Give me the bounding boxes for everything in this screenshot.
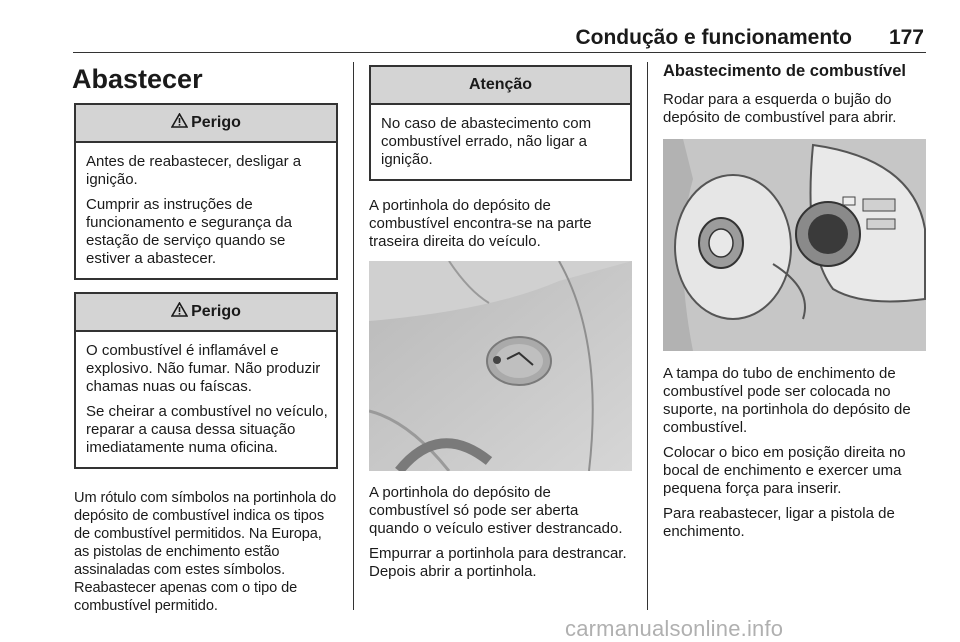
body-paragraph: A portinhola do depósito de combustível encontra-se na parte traseira direita do veículo. [369, 197, 592, 250]
column-3 [663, 62, 926, 548]
body-paragraph: Rodar para a esquerda o bujão do depósito de combustível para abrir. [663, 91, 897, 126]
body-text [74, 489, 338, 615]
danger-box-body [76, 143, 336, 278]
fuel-cap-illustration [663, 139, 926, 351]
body-text [663, 365, 926, 541]
notice-paragraph: No caso de abastecimento com combustível errado, não ligar a ignição. [381, 115, 592, 168]
body-paragraph: A tampa do tubo de enchimento de combustível pode ser colocada no suporte, na portinhola do depósito de combustível. [663, 365, 911, 436]
danger-box [74, 103, 338, 280]
danger-box-header [76, 105, 336, 143]
subsection-heading: Abastecimento de combustível [663, 62, 906, 80]
section-title: Abastecer [72, 64, 203, 94]
notice-box-header [371, 67, 630, 105]
danger-box-label: Perigo [191, 303, 241, 320]
danger-box-label: Perigo [191, 114, 241, 131]
danger-paragraph: O combustível é inflamável e explosivo. Não fumar. Não produzir chamas nuas ou faíscas. [86, 342, 321, 395]
danger-paragraph: Cumprir as instruções de funcionamento e segurança da estação de serviço quando se estiver a abastecer. [86, 196, 292, 267]
column-divider [647, 62, 648, 610]
notice-box [369, 65, 632, 181]
danger-box-header [76, 294, 336, 332]
body-paragraph: Um rótulo com símbolos na portinhola do depósito de combustível indica os tipos de combustível permitidos. Na Europa, as pistolas de enchimento estão assinaladas com estes símbolos. Reabastecer apenas com o tipo de combustível permitido. [74, 490, 337, 614]
header-rule [73, 52, 926, 53]
fuel-door-illustration [369, 261, 632, 471]
warning-triangle-icon [171, 113, 188, 133]
warning-triangle-icon [171, 302, 188, 322]
watermark: carmanualsonline.info [565, 616, 784, 641]
body-text [369, 484, 632, 581]
danger-box [74, 292, 338, 469]
column-2 [369, 62, 632, 588]
body-paragraph: Para reabastecer, ligar a pistola de enchimento. [663, 505, 895, 540]
page-number: 177 [888, 26, 924, 49]
column-1 [74, 62, 338, 622]
page-header [78, 26, 924, 48]
body-paragraph: Empurrar a portinhola para destrancar. Depois abrir a portinhola. [369, 545, 627, 580]
body-paragraph: Colocar o bico em posição direita no bocal de enchimento e exercer uma pequena força para inserir. [663, 444, 906, 497]
header-section-title: Condução e funcionamento [575, 26, 852, 49]
column-divider [353, 62, 354, 610]
danger-paragraph: Antes de reabastecer, desligar a ignição. [86, 153, 302, 188]
danger-box-body [76, 332, 336, 467]
notice-box-body [371, 105, 630, 179]
body-text [369, 197, 632, 251]
body-paragraph: A portinhola do depósito de combustível só pode ser aberta quando o veículo estiver destrancado. [369, 484, 623, 537]
notice-box-label: Atenção [468, 76, 533, 93]
body-text [663, 91, 926, 127]
danger-paragraph: Se cheirar a combustível no veículo, reparar a causa dessa situação imediatamente numa oficina. [86, 403, 328, 456]
